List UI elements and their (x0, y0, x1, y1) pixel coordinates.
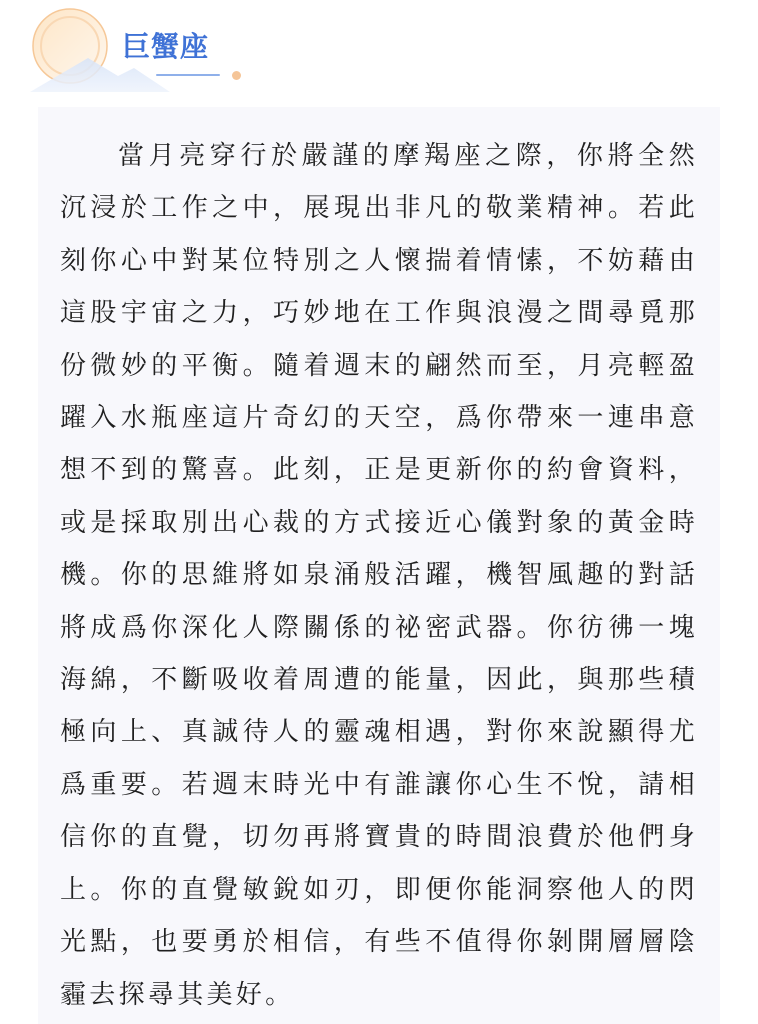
horoscope-paragraph: 當月亮穿行於嚴謹的摩羯座之際，你將全然沉浸於工作之中，展現出非凡的敬業精神。若此刻你心中對某位特別之人懷揣着情愫，不妨藉由這股宇宙之力，巧妙地在工作與浪漫之間尋覓那份微妙的平衡。隨着週末的翩然而至，月亮輕盈躍入水瓶座這片奇幻的天空，爲你帶來一連串意想不到的驚喜。此刻，正是更新你的約會資料，或是採取別出心裁的方式接近心儀對象的黃金時機。你的思維將如泉涌般活躍，機智風趣的對話將成爲你深化人際關係的祕密武器。你彷彿一塊海綿，不斷吸收着周遭的能量，因此，與那些積極向上、真誠待人的靈魂相遇，對你來說顯得尤爲重要。若週末時光中有誰讓你心生不悅，請相信你的直覺，切勿再將寶貴的時間浪費於他們身上。你的直覺敏銳如刃，即便你能洞察他人的閃光點，也要勇於相信，有些不值得你剝開層層陰霾去探尋其美好。 (60, 141, 698, 1010)
page-title: 巨蟹座 (122, 30, 210, 63)
horoscope-card (38, 107, 720, 1024)
section-header (0, 0, 758, 100)
title-dot (232, 71, 241, 80)
title-underline (156, 74, 220, 76)
